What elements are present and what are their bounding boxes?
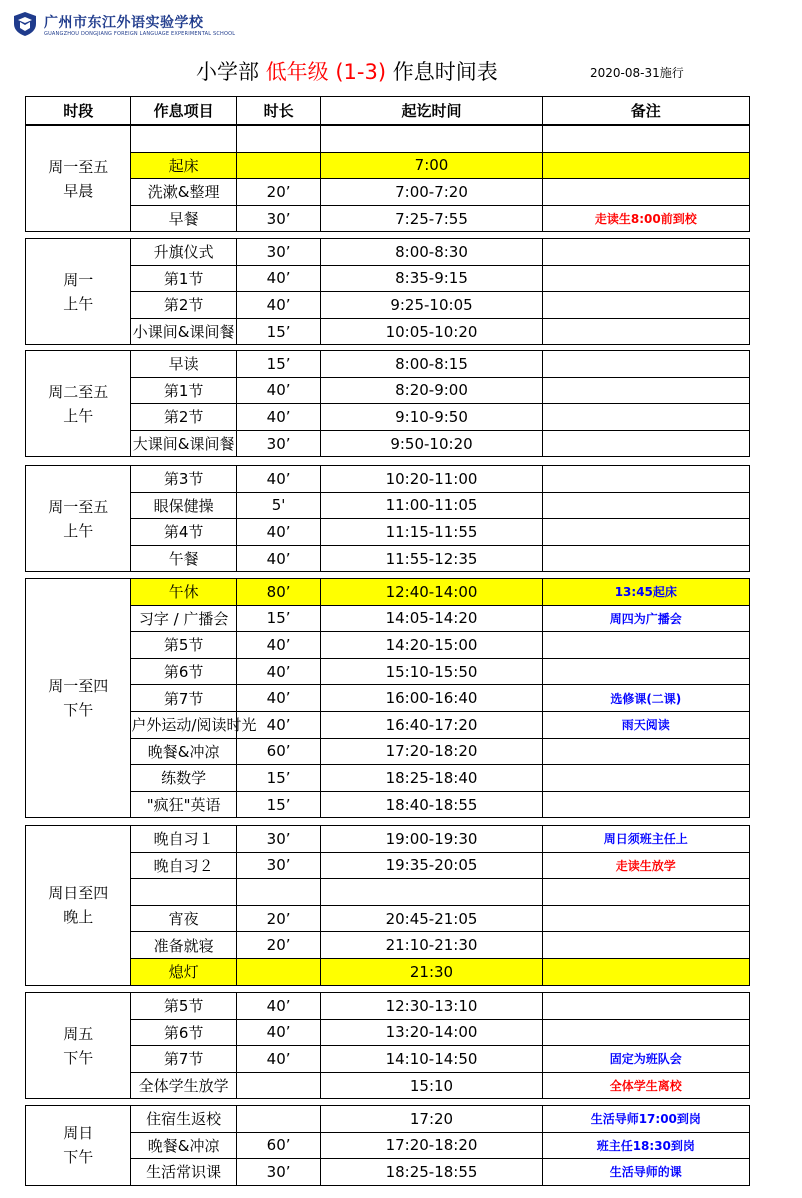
time-cell: 8:00-8:30 — [321, 239, 542, 266]
time-cell: 19:35-20:05 — [321, 852, 542, 879]
table-row — [26, 126, 750, 153]
period-label: 周一至五 — [48, 497, 109, 516]
table-row — [26, 765, 750, 792]
duration-cell: 15’ — [236, 351, 321, 378]
duration-cell: 5' — [236, 492, 321, 519]
table-row — [26, 852, 750, 879]
note-cell — [542, 179, 749, 206]
table-row — [26, 292, 750, 319]
period-cell — [26, 466, 131, 572]
note-cell: 生活导师的课 — [542, 1159, 749, 1186]
time-cell: 18:40-18:55 — [321, 791, 542, 818]
item-cell: 起床 — [131, 152, 236, 179]
table-row — [26, 632, 750, 659]
period-label: 周五 — [63, 1024, 94, 1043]
note-cell — [542, 265, 749, 292]
time-cell: 17:20 — [321, 1106, 542, 1133]
duration-cell: 15’ — [236, 765, 321, 792]
title-prefix: 小学部 — [196, 60, 266, 84]
item-cell: 第4节 — [131, 519, 236, 546]
school-header — [10, 8, 310, 42]
note-cell — [542, 879, 749, 906]
duration-cell: 40’ — [236, 658, 321, 685]
time-cell — [321, 126, 542, 153]
duration-cell: 20’ — [236, 932, 321, 959]
item-cell: 习字 / 广播会 — [131, 605, 236, 632]
note-cell: 生活导师17:00到岗 — [542, 1106, 749, 1133]
table-row — [26, 658, 750, 685]
duration-cell: 40’ — [236, 1046, 321, 1073]
header-item: 作息项目 — [131, 97, 236, 125]
table-row — [26, 1159, 750, 1186]
duration-cell: 15’ — [236, 605, 321, 632]
note-cell — [542, 905, 749, 932]
note-cell: 选修课(二课) — [542, 685, 749, 712]
duration-cell: 40’ — [236, 265, 321, 292]
header-time: 起讫时间 — [321, 97, 542, 125]
schedule-block — [25, 238, 750, 345]
item-cell: 第2节 — [131, 404, 236, 431]
duration-cell: 40’ — [236, 404, 321, 431]
note-cell — [542, 404, 749, 431]
period-label: 周二至五 — [48, 382, 109, 401]
item-cell: 午休 — [131, 579, 236, 606]
item-cell — [131, 879, 236, 906]
note-cell — [542, 377, 749, 404]
item-cell: 第6节 — [131, 1019, 236, 1046]
table-row — [26, 579, 750, 606]
time-cell: 17:20-18:20 — [321, 738, 542, 765]
schedule-block — [25, 465, 750, 572]
table-row — [26, 318, 750, 345]
item-cell: 小课间&课间餐 — [131, 318, 236, 345]
table-row — [26, 1106, 750, 1133]
item-cell: 升旗仪式 — [131, 239, 236, 266]
item-cell: 早读 — [131, 351, 236, 378]
period-label: 周一至五 — [48, 157, 109, 176]
period-label: 上午 — [63, 521, 94, 540]
duration-cell: 60’ — [236, 738, 321, 765]
time-cell: 16:00-16:40 — [321, 685, 542, 712]
table-row — [26, 430, 750, 457]
note-cell — [542, 658, 749, 685]
table-row — [26, 738, 750, 765]
note-cell — [542, 993, 749, 1020]
item-cell: 晚自习２ — [131, 852, 236, 879]
note-cell — [542, 1019, 749, 1046]
item-cell: 第1节 — [131, 265, 236, 292]
item-cell: 晚自习１ — [131, 826, 236, 853]
time-cell: 16:40-17:20 — [321, 711, 542, 738]
note-cell — [542, 351, 749, 378]
effective-date: 2020-08-31施行 — [590, 66, 684, 80]
item-cell: 第7节 — [131, 1046, 236, 1073]
duration-cell — [236, 1106, 321, 1133]
duration-cell: 30’ — [236, 826, 321, 853]
item-cell: 眼保健操 — [131, 492, 236, 519]
time-cell: 19:00-19:30 — [321, 826, 542, 853]
table-row — [26, 791, 750, 818]
time-cell: 14:05-14:20 — [321, 605, 542, 632]
school-name-en: GUANGZHOU DONGJIANG FOREIGN LANGUAGE EXPERIMENTAL SCHOOL — [44, 31, 236, 37]
table-row — [26, 205, 750, 232]
duration-cell: 80’ — [236, 579, 321, 606]
item-cell: 第5节 — [131, 993, 236, 1020]
item-cell: "疯狂"英语 — [131, 791, 236, 818]
period-cell — [26, 126, 131, 232]
item-cell: 大课间&课间餐 — [131, 430, 236, 457]
time-cell: 14:10-14:50 — [321, 1046, 542, 1073]
note-cell — [542, 738, 749, 765]
note-cell: 固定为班队会 — [542, 1046, 749, 1073]
time-cell: 11:55-12:35 — [321, 545, 542, 572]
item-cell: 第3节 — [131, 466, 236, 493]
time-cell: 10:05-10:20 — [321, 318, 542, 345]
item-cell: 熄灯 — [131, 958, 236, 985]
period-label: 周一 — [63, 270, 94, 289]
table-row — [26, 1046, 750, 1073]
table-row — [26, 492, 750, 519]
schedule-block — [25, 992, 750, 1099]
time-cell: 12:40-14:00 — [321, 579, 542, 606]
duration-cell: 20’ — [236, 905, 321, 932]
duration-cell: 30’ — [236, 430, 321, 457]
table-row — [26, 265, 750, 292]
time-cell: 20:45-21:05 — [321, 905, 542, 932]
duration-cell — [236, 126, 321, 153]
period-cell — [26, 826, 131, 986]
note-cell — [542, 239, 749, 266]
time-cell: 9:50-10:20 — [321, 430, 542, 457]
time-cell: 18:25-18:40 — [321, 765, 542, 792]
header-note: 备注 — [542, 97, 749, 125]
schedule-block — [25, 125, 750, 232]
note-cell — [542, 765, 749, 792]
duration-cell: 60’ — [236, 1132, 321, 1159]
period-label: 周一至四 — [48, 677, 109, 696]
note-cell: 周日须班主任上 — [542, 826, 749, 853]
item-cell: 宵夜 — [131, 905, 236, 932]
time-cell: 8:00-8:15 — [321, 351, 542, 378]
period-label: 下午 — [63, 1148, 94, 1167]
note-cell — [542, 932, 749, 959]
header-duration: 时长 — [236, 97, 321, 125]
time-cell: 10:20-11:00 — [321, 466, 542, 493]
note-cell — [542, 126, 749, 153]
time-cell: 8:20-9:00 — [321, 377, 542, 404]
item-cell: 户外运动/阅读时光 — [131, 711, 236, 738]
table-row — [26, 152, 750, 179]
table-row — [26, 1019, 750, 1046]
school-logo-icon — [12, 11, 38, 37]
time-cell: 7:00-7:20 — [321, 179, 542, 206]
note-cell — [542, 152, 749, 179]
note-cell — [542, 632, 749, 659]
item-cell: 早餐 — [131, 205, 236, 232]
duration-cell: 40’ — [236, 377, 321, 404]
table-row — [26, 905, 750, 932]
note-cell — [542, 430, 749, 457]
item-cell: 洗漱&整理 — [131, 179, 236, 206]
item-cell: 晚餐&冲凉 — [131, 1132, 236, 1159]
time-cell: 9:25-10:05 — [321, 292, 542, 319]
table-row — [26, 826, 750, 853]
item-cell: 第7节 — [131, 685, 236, 712]
item-cell — [131, 126, 236, 153]
table-row — [26, 545, 750, 572]
time-cell: 9:10-9:50 — [321, 404, 542, 431]
title-grade: 低年级 (1-3) — [265, 60, 387, 84]
duration-cell: 40’ — [236, 545, 321, 572]
note-cell: 13:45起床 — [542, 579, 749, 606]
period-label: 早晨 — [63, 181, 94, 200]
schedule-block — [25, 825, 750, 986]
time-cell: 7:25-7:55 — [321, 205, 542, 232]
duration-cell: 15’ — [236, 318, 321, 345]
duration-cell — [236, 1072, 321, 1099]
duration-cell — [236, 152, 321, 179]
time-cell: 12:30-13:10 — [321, 993, 542, 1020]
item-cell: 练数学 — [131, 765, 236, 792]
period-label: 上午 — [63, 294, 94, 313]
period-label: 周日至四 — [48, 884, 109, 903]
duration-cell: 20’ — [236, 179, 321, 206]
note-cell — [542, 466, 749, 493]
schedule-block — [25, 578, 750, 818]
period-cell — [26, 239, 131, 345]
note-cell — [542, 292, 749, 319]
duration-cell: 40’ — [236, 519, 321, 546]
title-suffix: 作息时间表 — [386, 60, 498, 84]
duration-cell: 15’ — [236, 791, 321, 818]
period-label: 下午 — [63, 1048, 94, 1067]
table-row — [26, 932, 750, 959]
item-cell: 全体学生放学 — [131, 1072, 236, 1099]
duration-cell: 40’ — [236, 292, 321, 319]
item-cell: 第2节 — [131, 292, 236, 319]
note-cell — [542, 791, 749, 818]
time-cell: 17:20-18:20 — [321, 1132, 542, 1159]
note-cell: 雨天阅读 — [542, 711, 749, 738]
table-row — [26, 879, 750, 906]
item-cell: 午餐 — [131, 545, 236, 572]
duration-cell: 40’ — [236, 466, 321, 493]
duration-cell: 40’ — [236, 632, 321, 659]
duration-cell: 40’ — [236, 711, 321, 738]
table-row — [26, 377, 750, 404]
item-cell: 住宿生返校 — [131, 1106, 236, 1133]
page-title — [196, 56, 498, 86]
duration-cell: 30’ — [236, 239, 321, 266]
note-cell: 全体学生离校 — [542, 1072, 749, 1099]
note-cell — [542, 318, 749, 345]
table-row — [26, 404, 750, 431]
time-cell: 21:10-21:30 — [321, 932, 542, 959]
time-cell: 15:10 — [321, 1072, 542, 1099]
table-row — [26, 711, 750, 738]
note-cell — [542, 519, 749, 546]
table-row — [26, 519, 750, 546]
table-row — [26, 993, 750, 1020]
note-cell: 走读生放学 — [542, 852, 749, 879]
period-cell — [26, 579, 131, 818]
duration-cell: 30’ — [236, 205, 321, 232]
time-cell — [321, 879, 542, 906]
table-row — [26, 958, 750, 985]
period-label: 晚上 — [63, 908, 94, 927]
time-cell: 18:25-18:55 — [321, 1159, 542, 1186]
time-cell: 8:35-9:15 — [321, 265, 542, 292]
duration-cell: 40’ — [236, 1019, 321, 1046]
duration-cell: 40’ — [236, 993, 321, 1020]
item-cell: 第1节 — [131, 377, 236, 404]
schedule-block — [25, 350, 750, 457]
table-row — [26, 605, 750, 632]
note-cell: 走读生8:00前到校 — [542, 205, 749, 232]
duration-cell: 40’ — [236, 685, 321, 712]
time-cell: 11:15-11:55 — [321, 519, 542, 546]
table-row — [26, 239, 750, 266]
table-row — [26, 351, 750, 378]
note-cell: 周四为广播会 — [542, 605, 749, 632]
period-label: 上午 — [63, 406, 94, 425]
period-cell — [26, 351, 131, 457]
duration-cell — [236, 879, 321, 906]
table-header — [25, 96, 750, 125]
time-cell: 11:00-11:05 — [321, 492, 542, 519]
time-cell: 21:30 — [321, 958, 542, 985]
table-row — [26, 179, 750, 206]
item-cell: 生活常识课 — [131, 1159, 236, 1186]
period-cell — [26, 993, 131, 1099]
table-row — [26, 1132, 750, 1159]
note-cell — [542, 958, 749, 985]
item-cell: 第6节 — [131, 658, 236, 685]
table-row — [26, 1072, 750, 1099]
school-name: 广州市东江外语实验学校 — [44, 15, 204, 31]
time-cell: 14:20-15:00 — [321, 632, 542, 659]
note-cell — [542, 545, 749, 572]
time-cell: 13:20-14:00 — [321, 1019, 542, 1046]
item-cell: 准备就寝 — [131, 932, 236, 959]
period-label: 下午 — [63, 701, 94, 720]
item-cell: 晚餐&冲凉 — [131, 738, 236, 765]
duration-cell — [236, 958, 321, 985]
table-row — [26, 685, 750, 712]
time-cell: 7:00 — [321, 152, 542, 179]
table-row — [26, 466, 750, 493]
item-cell: 第5节 — [131, 632, 236, 659]
note-cell: 班主任18:30到岗 — [542, 1132, 749, 1159]
schedule-block — [25, 1105, 750, 1186]
header-period: 时段 — [26, 97, 131, 125]
period-cell — [26, 1106, 131, 1186]
period-label: 周日 — [63, 1124, 94, 1143]
time-cell: 15:10-15:50 — [321, 658, 542, 685]
duration-cell: 30’ — [236, 1159, 321, 1186]
duration-cell: 30’ — [236, 852, 321, 879]
note-cell — [542, 492, 749, 519]
